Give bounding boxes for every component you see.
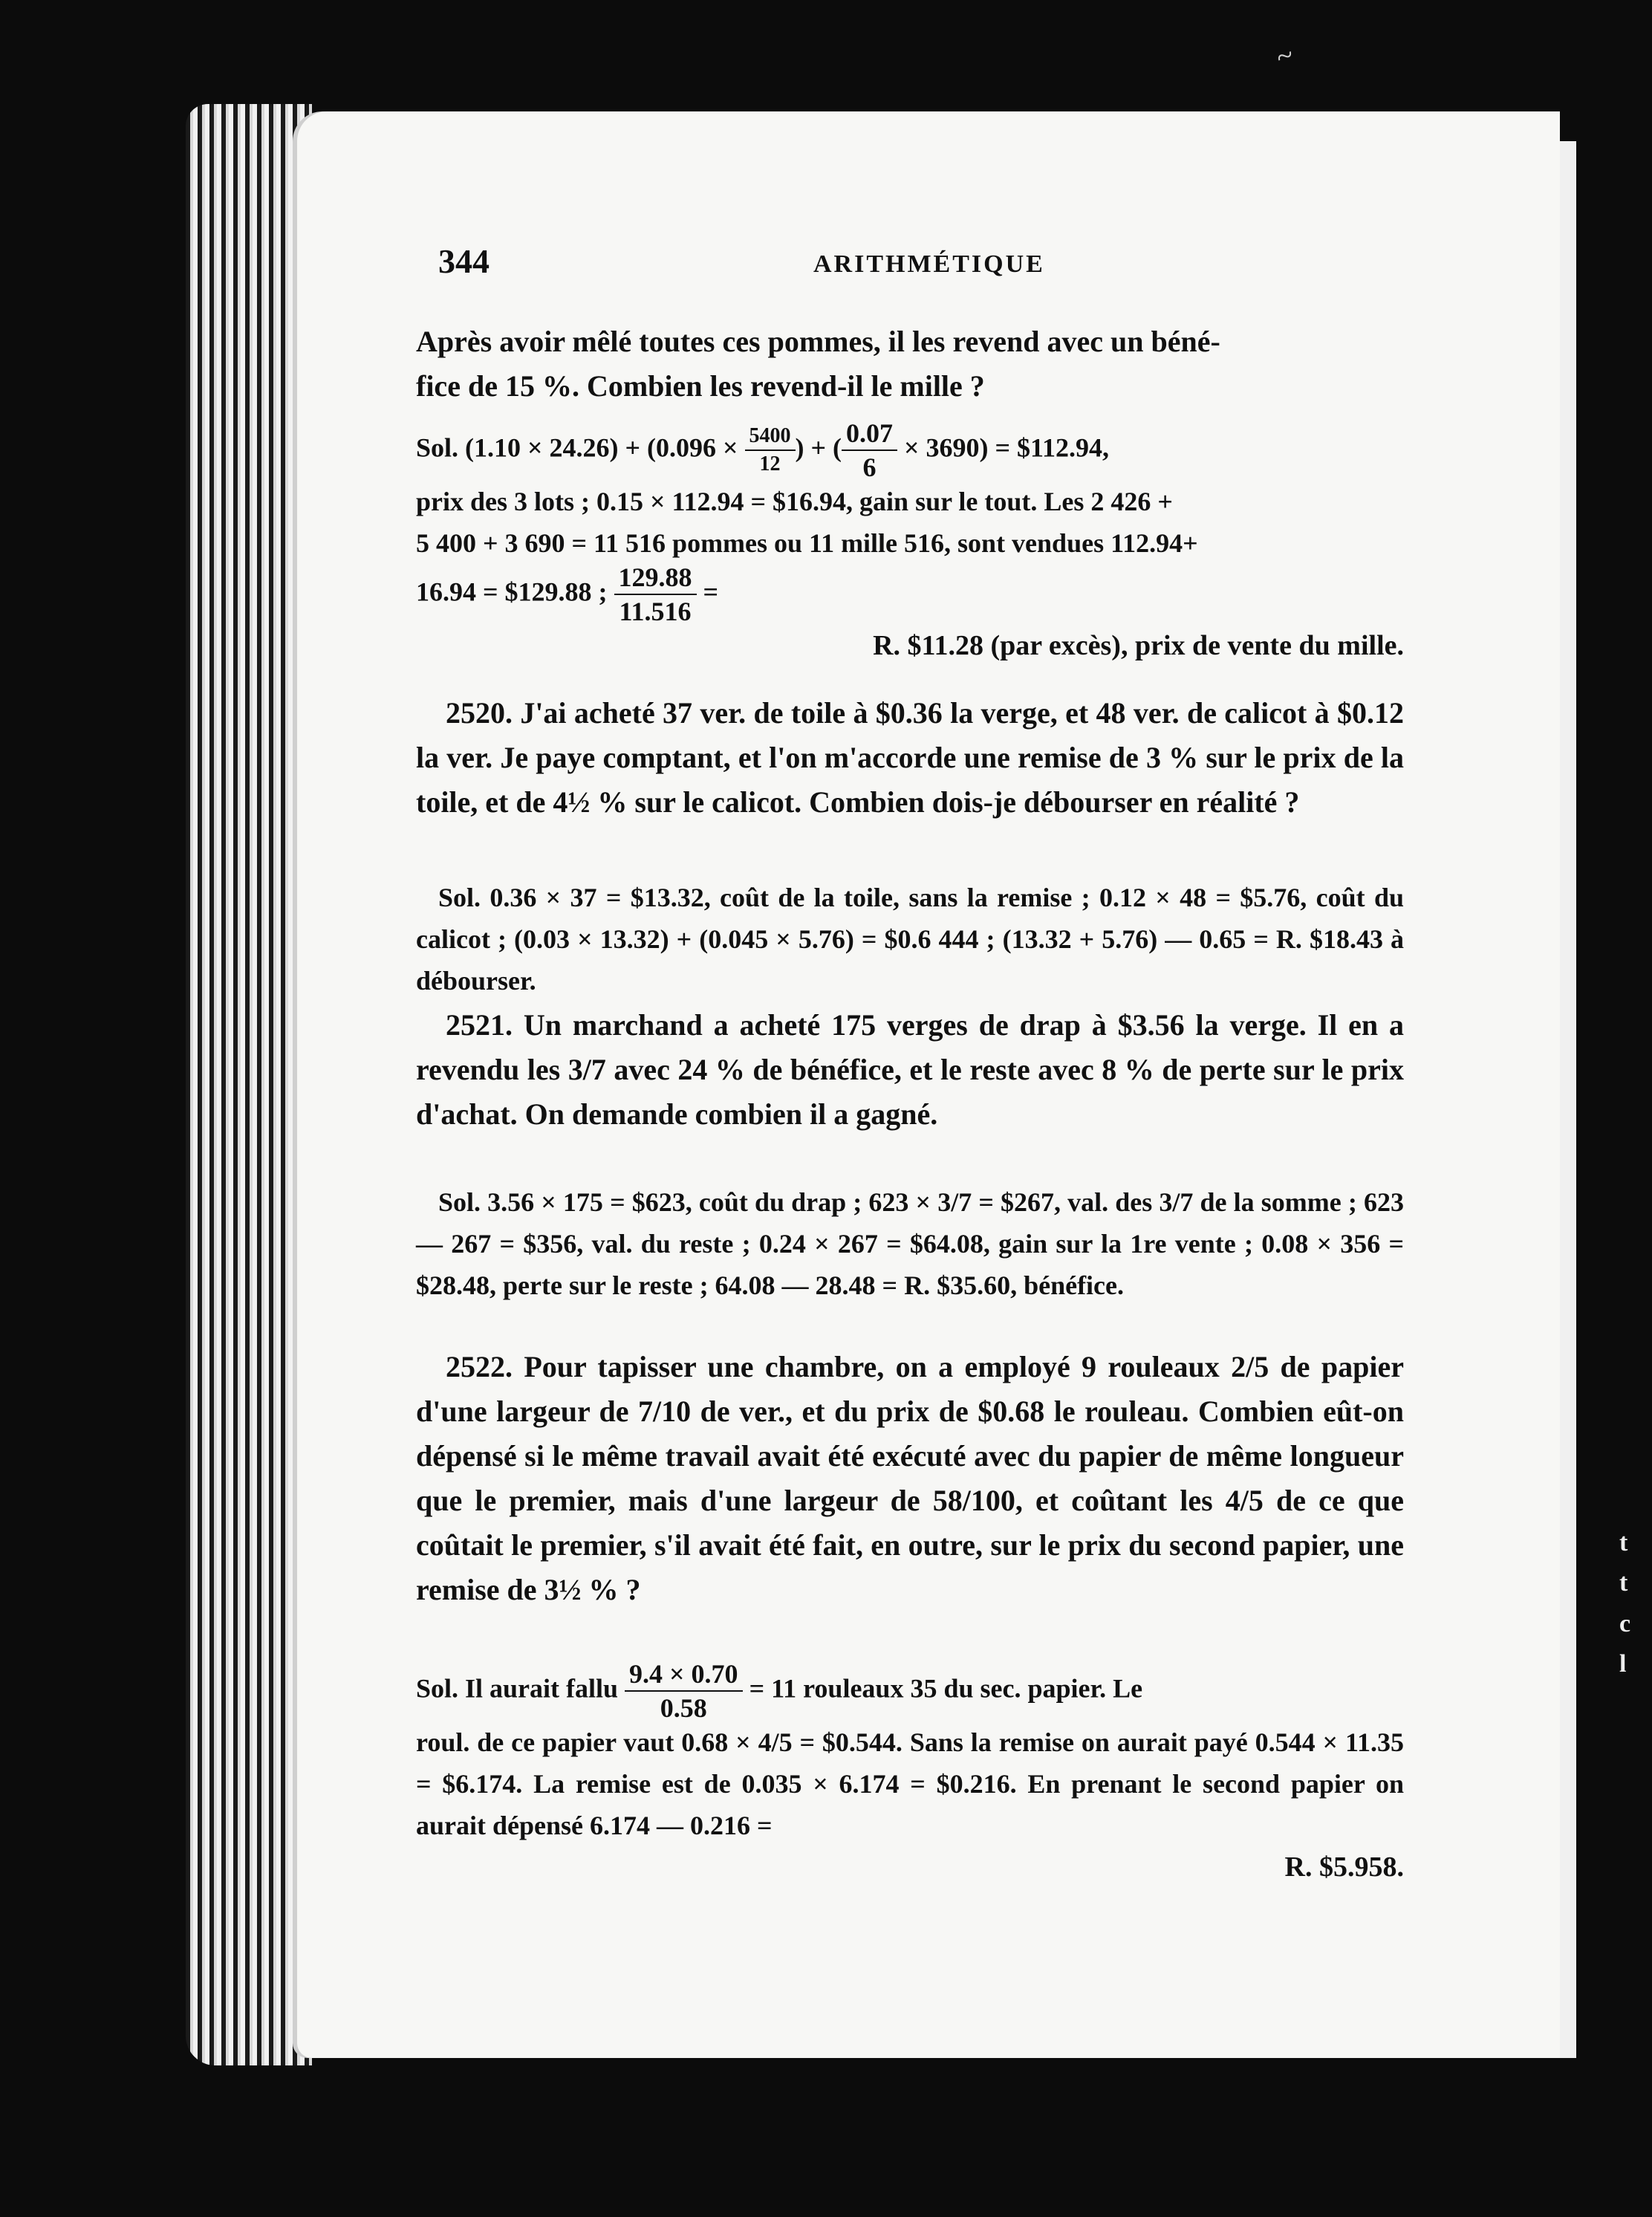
intro-frac-3-num: 129.88 bbox=[614, 564, 697, 595]
intro-line-1: Après avoir mêlé toutes ces pommes, il les revend avec un béné- bbox=[416, 325, 1220, 358]
problem-2522 bbox=[416, 1345, 1404, 1612]
solution-2522 bbox=[416, 1661, 1404, 1888]
intro-sol-line-2: prix des 3 lots ; 0.15 × 112.94 = $16.94, gain sur le tout. Les 2 426 + bbox=[416, 487, 1173, 516]
intro-frac-1-num: 5400 bbox=[745, 426, 796, 451]
problem-2521 bbox=[416, 1003, 1404, 1137]
solution-2522-frac-den: 0.58 bbox=[660, 1693, 707, 1723]
intro-frac-2 bbox=[842, 420, 897, 481]
intro-sol-part-c: × 3690) = $112.94, bbox=[897, 432, 1110, 463]
solution-2522-frac-num: 9.4 × 0.70 bbox=[625, 1661, 743, 1692]
intro-sol-line-4a: 16.94 = $129.88 ; bbox=[416, 577, 614, 607]
intro-solution bbox=[416, 420, 1404, 666]
margin-scribble: ~ bbox=[1271, 37, 1298, 74]
problem-2520 bbox=[416, 691, 1404, 825]
intro-sol-line-4b: = bbox=[696, 577, 719, 607]
intro-sol-part-b: ) + ( bbox=[795, 432, 842, 463]
intro-sol-line-4 bbox=[416, 564, 1404, 625]
intro-answer: R. $11.28 (par excès), prix de vente du mille. bbox=[873, 630, 1404, 661]
intro-problem bbox=[416, 319, 1404, 409]
problem-2522-text: 2522. Pour tapisser une chambre, on a employé 9 rouleaux 2/5 de papier d'une largeur de 7/10 de ver., et du prix de $0.68 le rouleau. Combien eût-on dépensé si le même travail avait été exécuté avec du papier de même longueur que le premier, mais d'une largeur de 58/100, et coûtant les 4/5 de ce que coûtait le premier, s'il avait été fait, en outre, sur le prix du second papier, une remise de 3½ % ? bbox=[416, 1350, 1404, 1606]
solution-2522-rest: roul. de ce papier vaut 0.68 × 4/5 = $0.544. Sans la remise on aurait payé 0.544 × 11.35 = $6.174. La remise est de 0.035 × 6.174 = $0.216. En prenant le second papier on aurait dépensé 6.174 — 0.216 = bbox=[416, 1727, 1404, 1840]
solution-2522-answer: R. $5.958. bbox=[1284, 1851, 1404, 1883]
facing-page-edge bbox=[1560, 141, 1576, 2058]
solution-2522-part-b: = 11 rouleaux 35 du sec. papier. Le bbox=[742, 1673, 1143, 1704]
solution-2520-text: Sol. 0.36 × 37 = $13.32, coût de la toile, sans la remise ; 0.12 × 48 = $5.76, coût du calicot ; (0.03 × 13.32) + (0.045 × 5.76) = $0.6 444 ; (13.32 + 5.76) — 0.65 = R. $18.43 à débourser. bbox=[416, 883, 1404, 996]
page-number: 344 bbox=[438, 242, 490, 280]
intro-frac-1-den: 12 bbox=[759, 452, 781, 475]
intro-frac-3-den: 11.516 bbox=[619, 597, 692, 626]
solution-2522-part-a: Sol. Il aurait fallu bbox=[416, 1673, 625, 1704]
running-title: ARITHMÉTIQUE bbox=[813, 250, 1045, 278]
intro-sol-part-a: Sol. (1.10 × 24.26) + (0.096 × bbox=[416, 432, 745, 463]
solution-2520 bbox=[416, 877, 1404, 1002]
intro-sol-line-3: 5 400 + 3 690 = 11 516 pommes ou 11 mille 516, sont vendues 112.94+ bbox=[416, 528, 1198, 558]
solution-2522-line-1 bbox=[416, 1661, 1404, 1721]
intro-frac-2-num: 0.07 bbox=[842, 420, 897, 451]
solution-2521 bbox=[416, 1181, 1404, 1306]
solution-2522-frac bbox=[625, 1661, 743, 1721]
problem-2520-text: 2520. J'ai acheté 37 ver. de toile à $0.36 la verge, et 48 ver. de calicot à $0.12 la ver. Je paye comptant, et l'on m'accorde une remise de 3 % sur le prix de la toile, et de 4½ % sur le calicot. Combien dois-je débourser en réalité ? bbox=[416, 696, 1404, 819]
page-header bbox=[438, 241, 1404, 293]
problem-2521-text: 2521. Un marchand a acheté 175 verges de drap à $3.56 la verge. Il en a revendu les 3/7 avec 24 % de bénéfice, et le reste avec 8 % de perte sur le prix d'achat. On demande combien il a gagné. bbox=[416, 1008, 1404, 1131]
page-stack-edges bbox=[186, 104, 312, 2065]
intro-sol-line-1 bbox=[416, 420, 1404, 481]
intro-frac-3 bbox=[614, 564, 697, 625]
intro-frac-1 bbox=[745, 426, 796, 475]
intro-line-2: fice de 15 %. Combien les revend-il le mille ? bbox=[416, 369, 985, 403]
solution-2521-text: Sol. 3.56 × 175 = $623, coût du drap ; 623 × 3/7 = $267, val. des 3/7 de la somme ; 623 — 267 = $356, val. du reste ; 0.24 × 267 = $64.08, gain sur la 1re vente ; 0.08 × 356 = $28.48, perte sur le reste ; 64.08 — 28.48 = R. $35.60, bénéfice. bbox=[416, 1187, 1404, 1300]
facing-page-letters: t t c l bbox=[1619, 1529, 1631, 1678]
intro-frac-2-den: 6 bbox=[862, 452, 877, 482]
